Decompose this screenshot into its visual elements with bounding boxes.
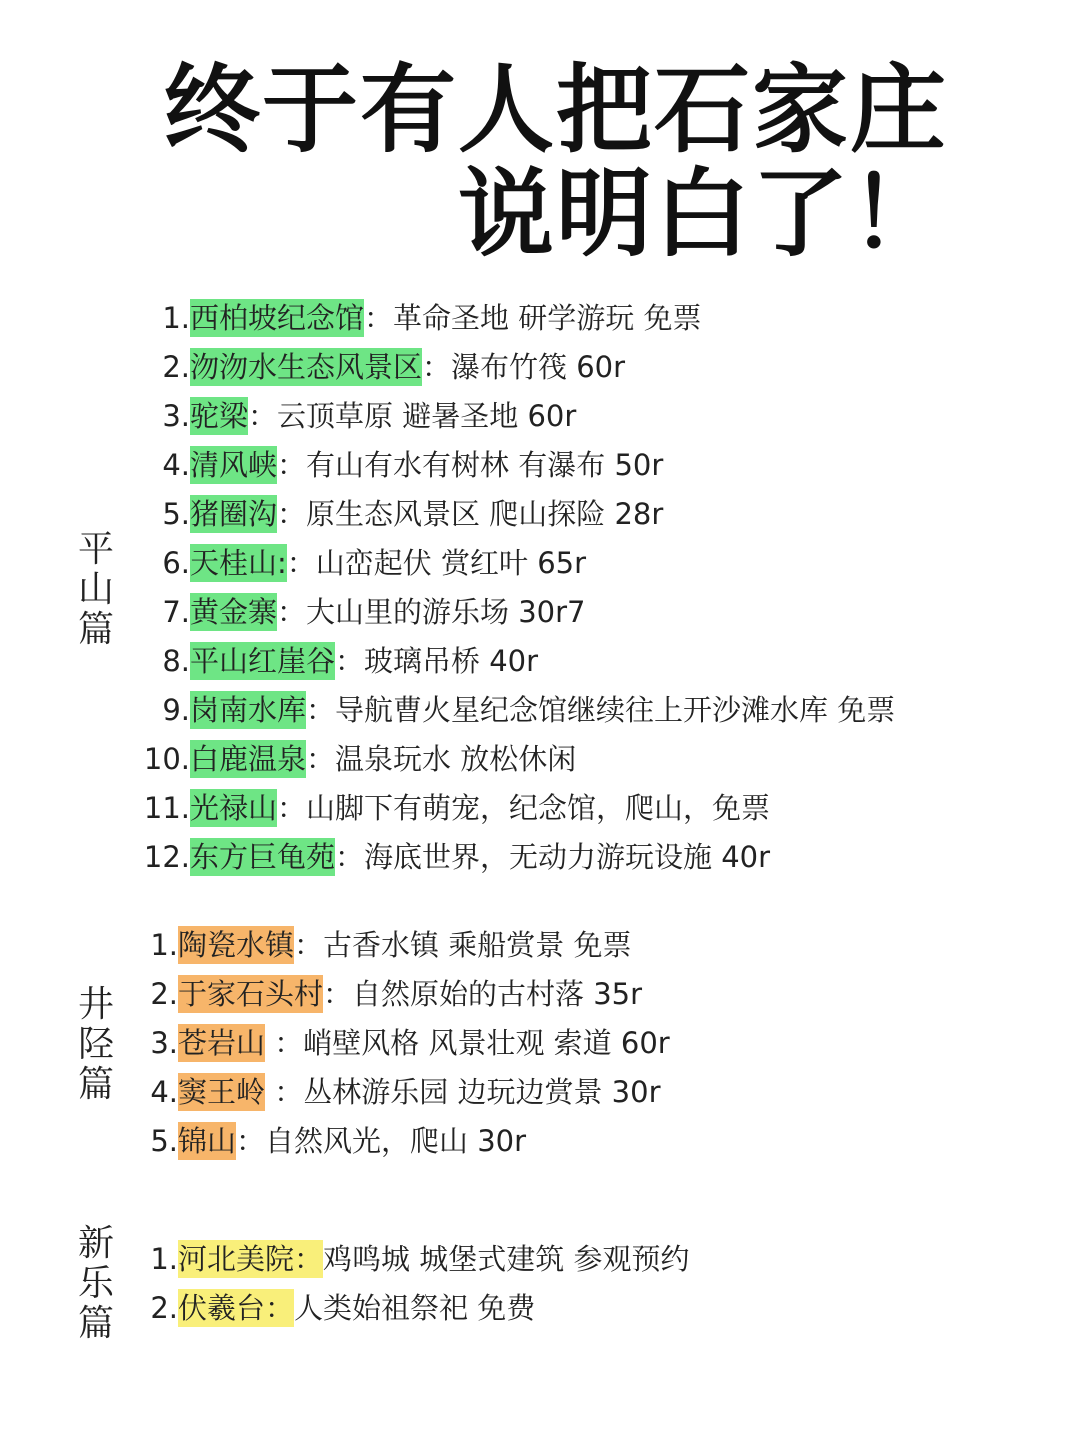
list-item: 1.西柏坡纪念馆：革命圣地 研学游玩 免票 <box>162 301 702 335</box>
attraction-name: 锦山 <box>178 1124 237 1158</box>
list-item: 2.伏羲台：人类始祖祭祀 免费 <box>150 1291 536 1325</box>
attraction-desc: ：有山有水有树林 有瀑布 50r <box>277 448 664 482</box>
attraction-name: 河北美院： <box>178 1242 324 1276</box>
page-title-line-1: 终于有人把石家庄 <box>164 54 948 166</box>
attraction-name: 白鹿温泉 <box>190 742 307 776</box>
list-item: 4.清风峡：有山有水有树林 有瀑布 50r <box>162 448 664 482</box>
attraction-desc: ：山脚下有萌宠，纪念馆，爬山，免票 <box>277 791 771 825</box>
attraction-name: 沕沕水生态风景区 <box>190 350 423 384</box>
attraction-name: 猪圈沟 <box>190 497 278 531</box>
list-item: 2.沕沕水生态风景区：瀑布竹筏 60r <box>162 350 626 384</box>
list-item: 9.岗南水库：导航曹火星纪念馆继续往上开沙滩水库 免票 <box>162 693 896 727</box>
attraction-name: 东方巨龟苑 <box>190 840 336 874</box>
attraction-name: 西柏坡纪念馆 <box>190 301 365 335</box>
attraction-name: 天桂山: <box>190 546 287 580</box>
attraction-name: 黄金寨 <box>190 595 278 629</box>
attraction-name: 岗南水库 <box>190 693 307 727</box>
attraction-desc: ：革命圣地 研学游玩 免票 <box>364 301 702 335</box>
attraction-desc: ：导航曹火星纪念馆继续往上开沙滩水库 免票 <box>306 693 896 727</box>
attraction-desc: ：自然原始的古村落 35r <box>323 977 643 1011</box>
attraction-desc: ：大山里的游乐场 30r7 <box>277 595 586 629</box>
xinle-list <box>150 1235 690 1333</box>
attraction-name: 平山红崖谷 <box>190 644 336 678</box>
attraction-desc: ：玻璃吊桥 40r <box>335 644 539 678</box>
attraction-desc: ：古香水镇 乘船赏景 免票 <box>294 928 632 962</box>
attraction-name: 苍岩山 <box>178 1026 266 1060</box>
page-title-line-2: 说明白了！ <box>458 158 948 270</box>
attraction-name: 陶瓷水镇 <box>178 928 295 962</box>
list-item: 8.平山红崖谷：玻璃吊桥 40r <box>162 644 539 678</box>
attraction-desc: ：海底世界，无动力游玩设施 40r <box>335 840 771 874</box>
attraction-desc: ：峭壁风格 风景壮观 索道 60r <box>265 1026 670 1060</box>
list-item: 1.陶瓷水镇：古香水镇 乘船赏景 免票 <box>150 928 632 962</box>
attraction-desc: 人类始祖祭祀 免费 <box>294 1291 536 1325</box>
list-item: 5.锦山：自然风光，爬山 30r <box>150 1124 527 1158</box>
attraction-desc: 鸡鸣城 城堡式建筑 参观预约 <box>323 1242 690 1276</box>
list-item: 1.河北美院：鸡鸣城 城堡式建筑 参观预约 <box>150 1242 690 1276</box>
list-item: 3.驼梁：云顶草原 避暑圣地 60r <box>162 399 577 433</box>
attraction-desc: ：山峦起伏 赏红叶 65r <box>286 546 587 580</box>
section-label-pingshan: 平 山 篇 <box>77 529 114 650</box>
attraction-name: 伏羲台： <box>178 1291 295 1325</box>
pingshan-list <box>143 294 896 882</box>
section-label-xinle: 新 乐 篇 <box>77 1223 114 1344</box>
list-item: 5.猪圈沟：原生态风景区 爬山探险 28r <box>162 497 664 531</box>
list-item: 7.黄金寨：大山里的游乐场 30r7 <box>162 595 586 629</box>
attraction-desc: ：原生态风景区 爬山探险 28r <box>277 497 664 531</box>
list-item: 4.窦王岭 ：丛林游乐园 边玩边赏景 30r <box>150 1075 661 1109</box>
list-item: 12.东方巨龟苑：海底世界，无动力游玩设施 40r <box>143 840 771 874</box>
list-item: 3.苍岩山 ：峭壁风格 风景壮观 索道 60r <box>150 1026 670 1060</box>
attraction-name: 光禄山 <box>190 791 278 825</box>
list-item: 11.光禄山：山脚下有萌宠，纪念馆，爬山，免票 <box>143 791 771 825</box>
attraction-desc: ：温泉玩水 放松休闲 <box>306 742 577 776</box>
section-label-jingxing: 井 陉 篇 <box>77 984 114 1105</box>
jingxing-list <box>150 921 670 1166</box>
list-item: 10.白鹿温泉：温泉玩水 放松休闲 <box>143 742 577 776</box>
list-item: 2.于家石头村：自然原始的古村落 35r <box>150 977 643 1011</box>
attraction-name: 窦王岭 <box>178 1075 266 1109</box>
attraction-desc: ：丛林游乐园 边玩边赏景 30r <box>265 1075 661 1109</box>
attraction-name: 清风峡 <box>190 448 278 482</box>
list-item: 6.天桂山:：山峦起伏 赏红叶 65r <box>162 546 587 580</box>
attraction-desc: ：自然风光，爬山 30r <box>236 1124 527 1158</box>
attraction-desc: ：瀑布竹筏 60r <box>422 350 626 384</box>
attraction-name: 驼梁 <box>190 399 249 433</box>
attraction-name: 于家石头村 <box>178 977 324 1011</box>
attraction-desc: ：云顶草原 避暑圣地 60r <box>248 399 577 433</box>
